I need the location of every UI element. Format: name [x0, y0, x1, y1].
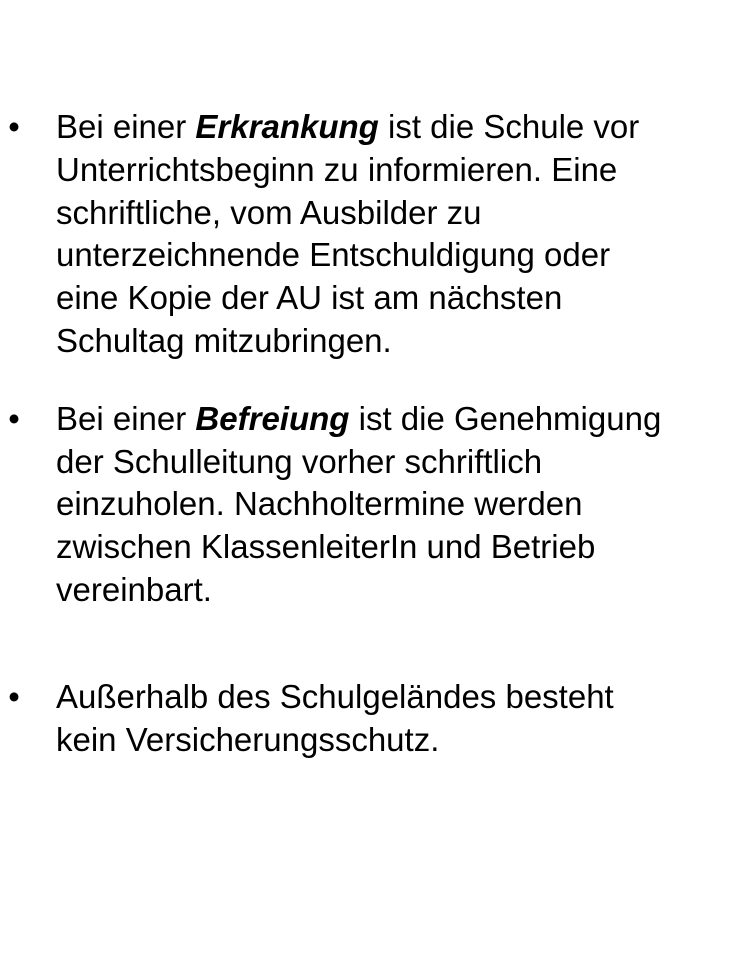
rules-list	[0, 106, 729, 761]
illness-text-body: ist die Schule vor Unterrichtsbeginn zu informieren. Eine schriftliche, vom Ausbilder zu unterzeichnende Entschuldigung oder eine Kopie der AU ist am nächsten Schultag mitzubringen.	[56, 108, 640, 359]
bullet-icon: •	[8, 399, 20, 437]
bullet-icon: •	[8, 677, 20, 715]
illness-text-intro: Bei einer	[56, 108, 196, 145]
illness-keyword: Erkrankung	[195, 108, 379, 145]
bullet-icon: •	[8, 108, 20, 145]
exemption-keyword: Befreiung	[195, 399, 350, 437]
list-item-insurance	[0, 676, 676, 762]
insurance-text: Außerhalb des Schulgeländes besteht kein Versicherungsschutz.	[56, 677, 614, 758]
list-item-exemption	[0, 398, 676, 612]
list-item-illness	[0, 106, 676, 363]
exemption-text-intro: Bei einer	[56, 399, 196, 437]
exemption-text-body: ist die Genehmigung der Schulleitung vorher schriftlich einzuholen. Nachholtermine werden zwischen KlassenleiterIn und Betrieb vereinbart.	[56, 399, 662, 608]
